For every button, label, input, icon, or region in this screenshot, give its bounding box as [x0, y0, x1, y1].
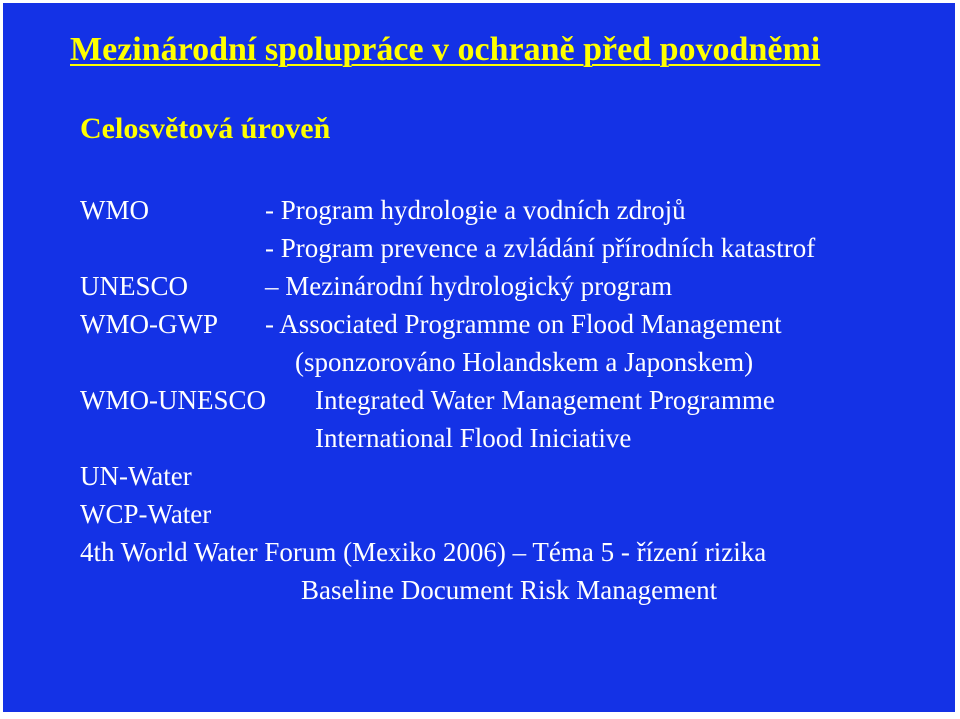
wmo-program-hydrology: - Program hydrologie a vodních zdrojů — [265, 195, 686, 225]
un-water-label: UN-Water — [80, 461, 192, 491]
world-water-forum: 4th World Water Forum (Mexiko 2006) – Téma 5 - řízení rizika — [80, 537, 767, 567]
wmo-unesco-program: Integrated Water Management Programme — [315, 385, 775, 415]
wmo-program-prevention: - Program prevence a zvládání přírodních katastrof — [265, 233, 816, 263]
wmo-gwp-program: - Associated Programme on Flood Management — [265, 309, 782, 339]
slide-subtitle: Celosvětová úroveň — [80, 112, 331, 145]
wmo-gwp-label: WMO-GWP — [80, 309, 218, 339]
unesco-program: – Mezinárodní hydrologický program — [265, 271, 673, 301]
wmo-unesco-label: WMO-UNESCO — [80, 385, 266, 415]
wmo-gwp-sponsors: (sponzorováno Holandskem a Japonskem) — [295, 347, 754, 377]
slide-title: Mezinárodní spolupráce v ochraně před povodněmi — [70, 31, 821, 68]
wcp-water-label: WCP-Water — [80, 499, 212, 529]
wmo-unesco-flood-initiative: International Flood Iniciative — [315, 423, 632, 453]
wmo-label: WMO — [80, 195, 149, 225]
slide — [3, 3, 955, 712]
baseline-document: Baseline Document Risk Management — [301, 575, 718, 605]
unesco-label: UNESCO — [80, 271, 189, 301]
